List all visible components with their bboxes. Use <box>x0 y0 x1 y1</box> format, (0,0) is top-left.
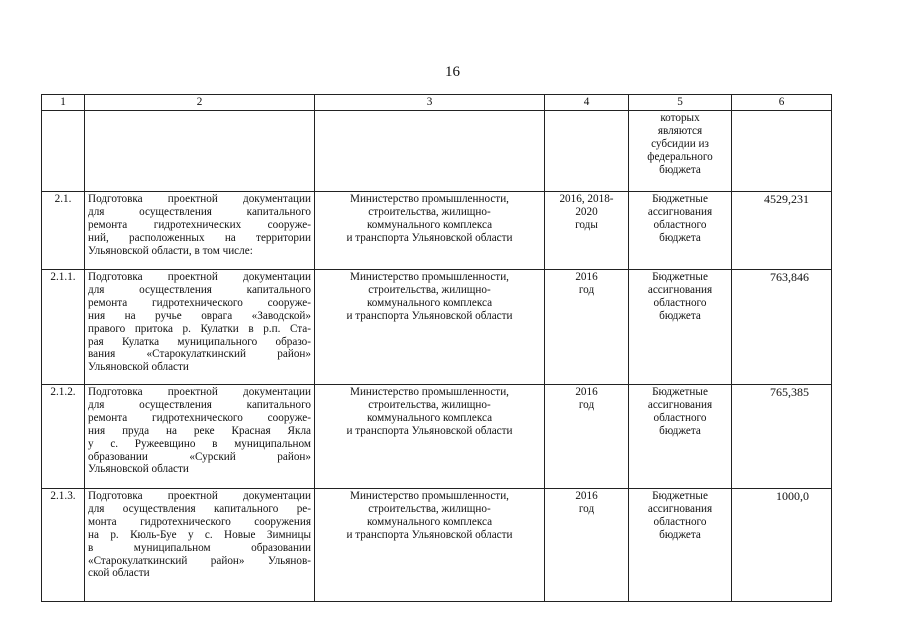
text-line: Ульяновской области <box>88 361 189 374</box>
header-cell: 5 <box>629 95 732 111</box>
text-line: Подготовка проектной документации <box>88 386 311 398</box>
header-row <box>42 95 832 111</box>
executor-cell <box>315 385 545 489</box>
text-line: 2016 <box>575 386 598 398</box>
text-line: год <box>578 398 595 411</box>
text-line: годы <box>575 218 598 231</box>
text-line: 2016 <box>575 490 598 502</box>
term-cell <box>545 192 629 270</box>
text-line: федерального <box>647 150 713 163</box>
text-line: Министерство промышленности, <box>350 490 509 502</box>
executor-cell <box>315 270 545 385</box>
header-cell: 4 <box>545 95 629 111</box>
text-line: строительства, жилищно- <box>368 502 491 515</box>
source-cell <box>629 192 732 270</box>
text-line: в муниципальном образовании <box>88 541 311 554</box>
term-cell <box>545 385 629 489</box>
row-number: 2.1.1. <box>42 270 85 385</box>
text-line: монта гидротехнического сооружения <box>88 515 311 528</box>
text-line: год <box>578 283 595 296</box>
row-number: 2.1.3. <box>42 489 85 602</box>
text-line: коммунального комплекса <box>366 218 493 231</box>
amount-cell: 765,385 <box>732 385 832 489</box>
text-line: и транспорта Ульяновской области <box>346 231 513 244</box>
text-line: Ульяновской области, в том числе: <box>88 244 253 257</box>
cell-empty <box>85 111 315 192</box>
text-line: строительства, жилищно- <box>368 398 491 411</box>
header-cell: 1 <box>42 95 85 111</box>
measure-name <box>85 192 315 270</box>
text-line: для осуществления капитального <box>88 283 311 296</box>
text-line: у с. Ружеевщино в муниципальном <box>88 437 311 450</box>
text-line: ний, расположенных на территории <box>88 231 311 244</box>
text-line: строительства, жилищно- <box>368 283 491 296</box>
text-line: Бюджетные <box>652 490 708 502</box>
cell-empty <box>732 111 832 192</box>
text-line: 2016 <box>575 271 598 283</box>
header-cell: 6 <box>732 95 832 111</box>
measure-name <box>85 489 315 602</box>
amount-cell: 1000,0 <box>732 489 832 602</box>
text-line: субсидии из <box>651 137 709 150</box>
source-cell <box>629 385 732 489</box>
term-cell <box>545 270 629 385</box>
text-line: областного <box>653 515 707 528</box>
text-line: бюджета <box>659 424 701 437</box>
text-line: ской области <box>88 567 150 580</box>
text-line: Подготовка проектной документации <box>88 193 311 205</box>
text-line: областного <box>653 296 707 309</box>
text-line: ремонта гидротехнического сооруже- <box>88 296 311 309</box>
text-line: ассигнования <box>647 398 713 411</box>
text-line: Министерство промышленности, <box>350 271 509 283</box>
text-line: Ульяновской области <box>88 463 189 476</box>
text-line: и транспорта Ульяновской области <box>346 309 513 322</box>
text-line: ния пруда на реке Красная Якла <box>88 424 311 437</box>
page-number: 16 <box>445 64 460 80</box>
text-line: коммунального комплекса <box>366 296 493 309</box>
text-line: строительства, жилищно- <box>368 205 491 218</box>
text-line: правого притока р. Кулатки в р.п. Ста- <box>88 322 311 335</box>
text-line: для осуществления капитального <box>88 205 311 218</box>
text-line: областного <box>653 218 707 231</box>
text-line: Министерство промышленности, <box>350 193 509 205</box>
text-line: рая Кулатка муниципального образо- <box>88 335 311 348</box>
text-line: Министерство промышленности, <box>350 386 509 398</box>
table-row <box>42 270 832 385</box>
cell-empty <box>545 111 629 192</box>
table-row <box>42 489 832 602</box>
row-number: 2.1.2. <box>42 385 85 489</box>
text-line: ассигнования <box>647 502 713 515</box>
table-row <box>42 192 832 270</box>
executor-cell <box>315 489 545 602</box>
text-line: и транспорта Ульяновской области <box>346 424 513 437</box>
header-cell: 2 <box>85 95 315 111</box>
row-number: 2.1. <box>42 192 85 270</box>
text-line: бюджета <box>659 528 701 541</box>
text-line: ния на ручье оврага «Заводской» <box>88 309 311 322</box>
text-line: Бюджетные <box>652 386 708 398</box>
text-line: для осуществления капитального ре- <box>88 502 311 515</box>
text-line: год <box>578 502 595 515</box>
term-cell <box>545 489 629 602</box>
executor-cell <box>315 192 545 270</box>
text-line: являются <box>657 124 703 137</box>
source-cell <box>629 270 732 385</box>
text-line: бюджета <box>659 309 701 322</box>
source-cell <box>629 111 732 192</box>
text-line: Подготовка проектной документации <box>88 490 311 502</box>
text-line: бюджета <box>659 231 701 244</box>
text-line: которых <box>660 112 700 124</box>
measure-name <box>85 270 315 385</box>
text-line: ремонта гидротехнического сооруже- <box>88 411 311 424</box>
text-line: 2016, 2018- <box>559 193 614 205</box>
text-line: Бюджетные <box>652 193 708 205</box>
text-line: 2020 <box>575 205 598 218</box>
table-row <box>42 385 832 489</box>
text-line: ассигнования <box>647 283 713 296</box>
text-line: бюджета <box>659 163 701 176</box>
text-line: «Старокулаткинский район» Ульянов- <box>88 554 311 567</box>
text-line: вания «Старокулаткинский район» <box>88 348 311 361</box>
text-line: ассигнования <box>647 205 713 218</box>
source-cell <box>629 489 732 602</box>
amount-cell: 4529,231 <box>732 192 832 270</box>
measure-name <box>85 385 315 489</box>
text-line: областного <box>653 411 707 424</box>
text-line: для осуществления капитального <box>88 398 311 411</box>
amount-cell: 763,846 <box>732 270 832 385</box>
text-line: коммунального комплекса <box>366 515 493 528</box>
header-cell: 3 <box>315 95 545 111</box>
cell-empty <box>315 111 545 192</box>
text-line: и транспорта Ульяновской области <box>346 528 513 541</box>
text-line: Бюджетные <box>652 271 708 283</box>
text-line: Подготовка проектной документации <box>88 271 311 283</box>
program-table <box>41 94 832 602</box>
text-line: коммунального комплекса <box>366 411 493 424</box>
cell-empty <box>42 111 85 192</box>
text-line: ремонта гидротехнических сооруже- <box>88 218 311 231</box>
text-line: на р. Кюль-Буе у с. Новые Зимницы <box>88 528 311 541</box>
text-line: образовании «Сурский район» <box>88 450 311 463</box>
continuation-row <box>42 111 832 192</box>
